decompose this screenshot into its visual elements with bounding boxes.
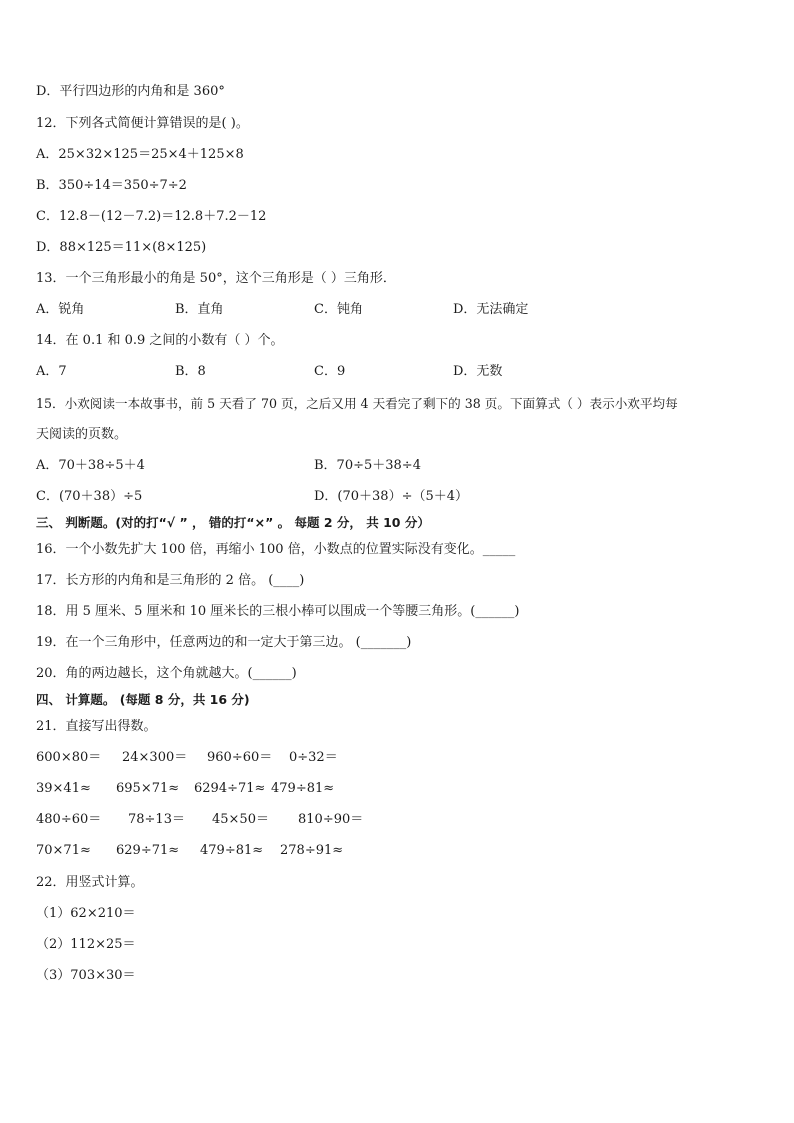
q21-r2-c4: 479÷81≈ [271,781,335,796]
q21-r4-c3: 479÷81≈ [200,843,264,858]
q21-r1-c2: 24×300＝ [122,750,188,765]
q15-option-c: C．(70＋38）÷5 [36,489,143,504]
q12-option-a: A．25×32×125＝25×4＋125×8 [36,147,244,162]
q17: 17．长方形的内角和是三角形的 2 倍。 (____) [36,573,305,588]
q22-item-2: （2）112×25＝ [36,937,136,952]
q21-stem: 21．直接写出得数。 [36,719,157,734]
q11-option-d: D．平行四边形的内角和是 360° [36,84,225,99]
q22-stem: 22．用竖式计算。 [36,875,144,890]
q18: 18．用 5 厘米、5 厘米和 10 厘米长的三根小棒可以围成一个等腰三角形。(______) [36,604,520,619]
section4-title: 四、 计算题。 (每题 8 分，共 16 分) [36,692,250,707]
q21-r1-c1: 600×80＝ [36,750,102,765]
q21-r2-c2: 695×71≈ [116,781,180,796]
q21-r3-c1: 480÷60＝ [36,812,102,827]
q22-item-3: （3）703×30＝ [36,968,136,983]
q14-option-c: C．9 [314,364,346,379]
q15-option-b: B．70÷5＋38÷4 [314,458,421,473]
q14-option-a: A．7 [36,364,67,379]
q12-stem: 12．下列各式简便计算错误的是( )。 [36,116,249,131]
q21-r1-c3: 960÷60＝ [207,750,273,765]
q12-option-d: D．88×125＝11×(8×125) [36,240,207,255]
q13-option-c: C．钝角 [314,302,363,317]
q20: 20．角的两边越长，这个角就越大。(______) [36,666,297,681]
q21-r2-c3: 6294÷71≈ [194,781,266,796]
q15-stem-line1: 15．小欢阅读一本故事书，前 5 天看了 70 页，之后又用 4 天看完了剩下的 38 页。下面算式（ ）表示小欢平均每 [36,396,678,411]
q14-option-b: B．8 [175,364,206,379]
q22-item-1: （1）62×210＝ [36,906,136,921]
q14-option-d: D．无数 [453,364,503,379]
q15-stem-line2: 天阅读的页数。 [36,427,128,442]
q12-option-c: C．12.8－(12－7.2)＝12.8＋7.2－12 [36,209,267,224]
q21-r4-c4: 278÷91≈ [280,843,344,858]
q21-r3-c2: 78÷13＝ [128,812,185,827]
q21-r4-c2: 629÷71≈ [116,843,180,858]
q16: 16．一个小数先扩大 100 倍，再缩小 100 倍，小数点的位置实际没有变化。_____ [36,542,516,557]
q15-option-a: A．70＋38÷5＋4 [36,458,145,473]
q21-r4-c1: 70×71≈ [36,843,91,858]
section3-title: 三、 判断题。(对的打“√ ” ， 错的打“×” 。 每题 2 分， 共 10 分） [36,515,430,530]
q14-stem: 14．在 0.1 和 0.9 之间的小数有（ ）个。 [36,333,284,348]
q15-option-d: D．(70＋38）÷（5＋4） [314,489,469,504]
q21-r1-c4: 0÷32＝ [289,750,338,765]
q19: 19．在一个三角形中，任意两边的和一定大于第三边。 (_______) [36,635,412,650]
q12-option-b: B．350÷14＝350÷7÷2 [36,178,187,193]
q13-option-a: A．锐角 [36,302,85,317]
q13-stem: 13．一个三角形最小的角是 50°，这个三角形是（ ）三角形． [36,271,396,286]
q21-r3-c4: 810÷90＝ [298,812,364,827]
q13-option-b: B．直角 [175,302,224,317]
q21-r3-c3: 45×50＝ [212,812,269,827]
q21-r2-c1: 39×41≈ [36,781,91,796]
q13-option-d: D．无法确定 [453,302,529,317]
